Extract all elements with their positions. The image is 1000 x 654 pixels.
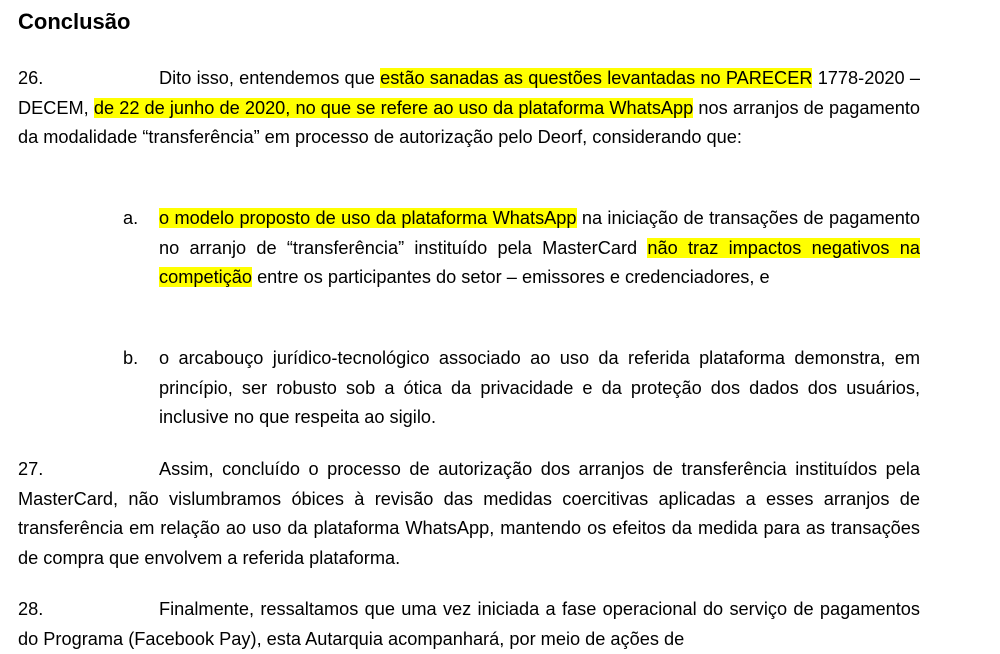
paragraph-text: 1778-2020 – DECEM, bbox=[18, 68, 921, 118]
list-item-a bbox=[123, 204, 920, 293]
paragraph-26 bbox=[18, 64, 920, 153]
highlighted-text: de 22 de junho de 2020, no que se refere ao uso da plataforma WhatsApp bbox=[93, 97, 694, 118]
paragraph-number: 27. bbox=[18, 459, 44, 479]
list-item-b bbox=[123, 344, 920, 433]
paragraph-number: 28. bbox=[18, 599, 44, 619]
highlighted-text: estão sanadas as questões levantadas no PARECER bbox=[380, 68, 813, 88]
paragraph-27 bbox=[18, 455, 920, 573]
list-item-text: entre os participantes do setor – emissores e credenciadores, e bbox=[252, 267, 770, 287]
paragraph-text: nos arranjos de pagamento da modalidade “transferência” em processo de autorização pelo Deorf, considerando que: bbox=[18, 97, 921, 147]
highlighted-text: não traz impactos negativos na competição bbox=[159, 237, 920, 287]
list-item-text: na iniciação de transações de pagamento no arranjo de “transferência” instituído pela MasterCard bbox=[159, 208, 920, 258]
list-marker: b. bbox=[123, 348, 139, 368]
list-item-text: o arcabouço jurídico-tecnológico associado ao uso da referida plataforma demonstra, em princípio, ser robusto sob a ótica da privacidade e da proteção dos dados dos usuários, inclusive no que respeita ao sigilo. bbox=[159, 348, 920, 427]
section-heading: Conclusão bbox=[18, 9, 131, 34]
paragraph-text: Dito isso, entendemos que bbox=[159, 68, 381, 88]
list-marker: a. bbox=[123, 208, 139, 228]
highlighted-text: o modelo proposto de uso da plataforma WhatsApp bbox=[159, 208, 577, 228]
paragraph-text: Assim, concluído o processo de autorização dos arranjos de transferência instituídos pela MasterCard, não vislumbramos óbices à revisão das medidas coercitivas aplicadas a esses arranjos de transferência em relação ao uso da plataforma WhatsApp, mantendo os efeitos da medida para as transações de compra que envolvem a referida plataforma. bbox=[18, 459, 920, 568]
paragraph-28 bbox=[18, 595, 920, 654]
paragraph-number: 26. bbox=[18, 68, 44, 88]
paragraph-text: Finalmente, ressaltamos que uma vez iniciada a fase operacional do serviço de pagamentos do Programa (Facebook Pay), esta Autarquia acompanhará, por meio de ações de bbox=[18, 599, 920, 649]
